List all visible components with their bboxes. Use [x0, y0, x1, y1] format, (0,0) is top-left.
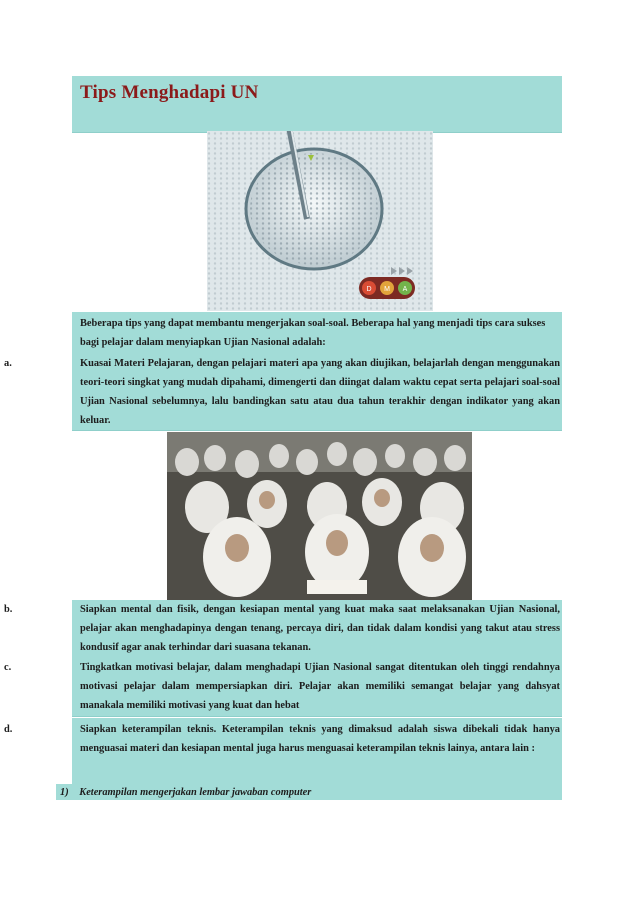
pen-answer-sheet-image	[207, 131, 433, 311]
item-a-label: a.	[4, 358, 12, 369]
item-b-label: b.	[4, 604, 13, 615]
subitem-text: Keterampilan mengerjakan lembar jawaban computer	[79, 787, 312, 798]
item-b	[4, 600, 560, 657]
item-c-label: c.	[4, 662, 12, 673]
item-c	[4, 658, 560, 715]
item-b-text: Siapkan mental dan fisik, dengan kesiapan mental yang kuat maka saat melaksanakan Ujian Nasional, pelajar akan menghadapinya dengan tenang, percaya diri, dan tidak dalam kondisi yang takut atau stress kondusif agar anak terhindar dari suasana tekanan.	[80, 604, 560, 653]
intro-paragraph: Beberapa tips yang dapat membantu mengerjakan soal-soal. Beberapa hal yang menjadi tips cara sukses bagi pelajar dalam menyiapkan Ujian Nasional adalah:	[80, 318, 546, 348]
item-d-label: d.	[4, 724, 13, 735]
subitem	[60, 783, 560, 802]
badge-d: D	[366, 286, 372, 293]
subitem-label: 1)	[60, 787, 69, 798]
page-title: Tips Menghadapi UN	[80, 82, 259, 103]
students-exam-photo	[167, 432, 472, 600]
item-a-text: Kuasai Materi Pelajaran, dengan pelajari materi apa yang akan diujikan, belajarlah dengan menggunakan teori-teori singkat yang mudah dipahami, dimengerti dan diingat dalam waktu cepat serta pelajari soal-soal Ujian Nasional sebelumnya, lalu bandingkan satu atau dua tahun terakhir dengan indikator yang akan keluar.	[80, 358, 560, 426]
item-a	[4, 354, 560, 430]
item-d	[4, 720, 560, 758]
badge-a: A	[402, 286, 408, 293]
item-d-text: Siapkan keterampilan teknis. Keterampilan teknis yang dimaksud adalah siswa dibekali tidak hanya menguasai materi dan kesiapan mental juga harus menguasai keterampilan teknis lainya, antara lain :	[80, 724, 560, 754]
item-c-text: Tingkatkan motivasi belajar, dalam menghadapi Ujian Nasional sangat ditentukan oleh tinggi rendahnya motivasi pelajar dalam mempersiapkan diri. Pelajar akan memiliki semangat belajar yang dahsyat manakala memiliki motivasi yang kuat dan hebat	[80, 662, 560, 711]
badge-m: M	[384, 286, 390, 293]
